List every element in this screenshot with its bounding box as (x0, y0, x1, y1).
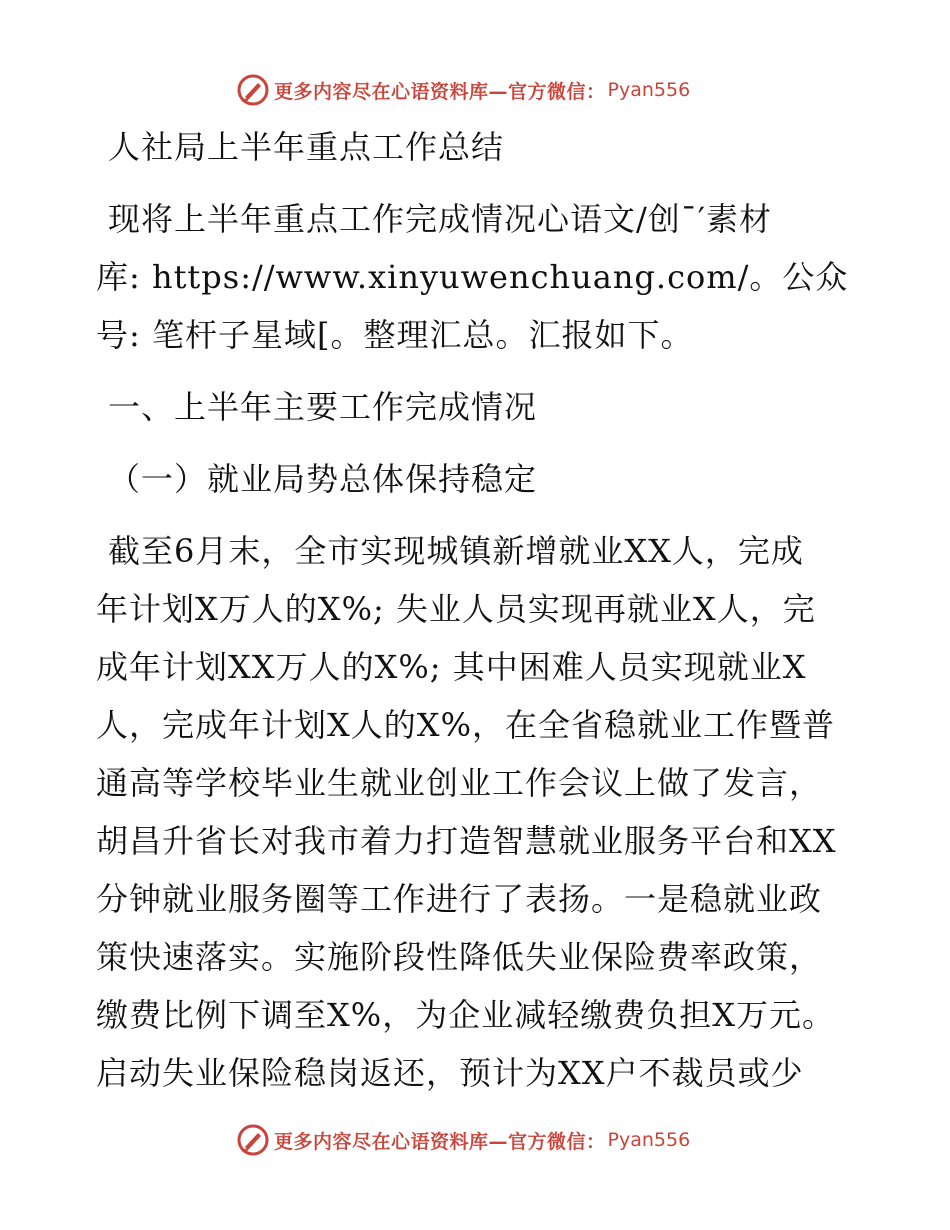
watermark-banner-top (236, 72, 690, 108)
document-body (96, 118, 876, 1102)
paragraph-line: 年计划X万人的X%; 失业人员实现再就业X人，完 (96, 590, 816, 628)
intro-line: 现将上半年重点工作完成情况心语文/创¯′素材 (108, 200, 773, 238)
paragraph-line: 通高等学校毕业生就业创业工作会议上做了发言， (96, 764, 823, 802)
watermark-banner-bottom (236, 1122, 690, 1158)
watermark-wechat-id: Pyan556 (607, 79, 691, 101)
watermark-text: 更多内容尽在心语资料库—官方微信： (274, 80, 606, 103)
paragraph-line: 胡昌升省长对我市着力打造智慧就业服务平台和XX (96, 822, 837, 860)
pen-circle-logo-icon (236, 73, 270, 107)
paragraph-line: 分钟就业服务圈等工作进行了表扬。一是稳就业政 (96, 880, 823, 918)
paragraph-line: 缴费比例下调至X%，为企业减轻缴费负担X万元。 (96, 996, 835, 1034)
paragraph-line: 启动失业保险稳岗返还，预计为XX户不裁员或少 (96, 1054, 804, 1092)
pen-circle-logo-icon (236, 1123, 270, 1157)
paragraph-line: 成年计划XX万人的X%; 其中困难人员实现就业X (96, 648, 807, 686)
paragraph-line: 截至6月末，全市实现城镇新增就业XX人，完成 (108, 532, 804, 570)
watermark-text: 更多内容尽在心语资料库—官方微信： (274, 1130, 606, 1153)
intro-line: 号: 笔杆子星域[。整理汇总。汇报如下。 (96, 316, 694, 354)
section-heading: 一、上半年主要工作完成情况 (108, 388, 538, 426)
document-title: 人社局上半年重点工作总结 (108, 128, 505, 166)
paragraph-line: 人，完成年计划X人的X%，在全省稳就业工作暨普 (96, 706, 835, 744)
paragraph-line: 策快速落实。实施阶段性降低失业保险费率政策， (96, 938, 823, 976)
subsection-heading: （一）就业局势总体保持稳定 (108, 460, 538, 498)
intro-line: 库: https://www.xinyuwenchuang.com/。公众 (96, 258, 849, 296)
watermark-wechat-id: Pyan556 (607, 1129, 691, 1151)
